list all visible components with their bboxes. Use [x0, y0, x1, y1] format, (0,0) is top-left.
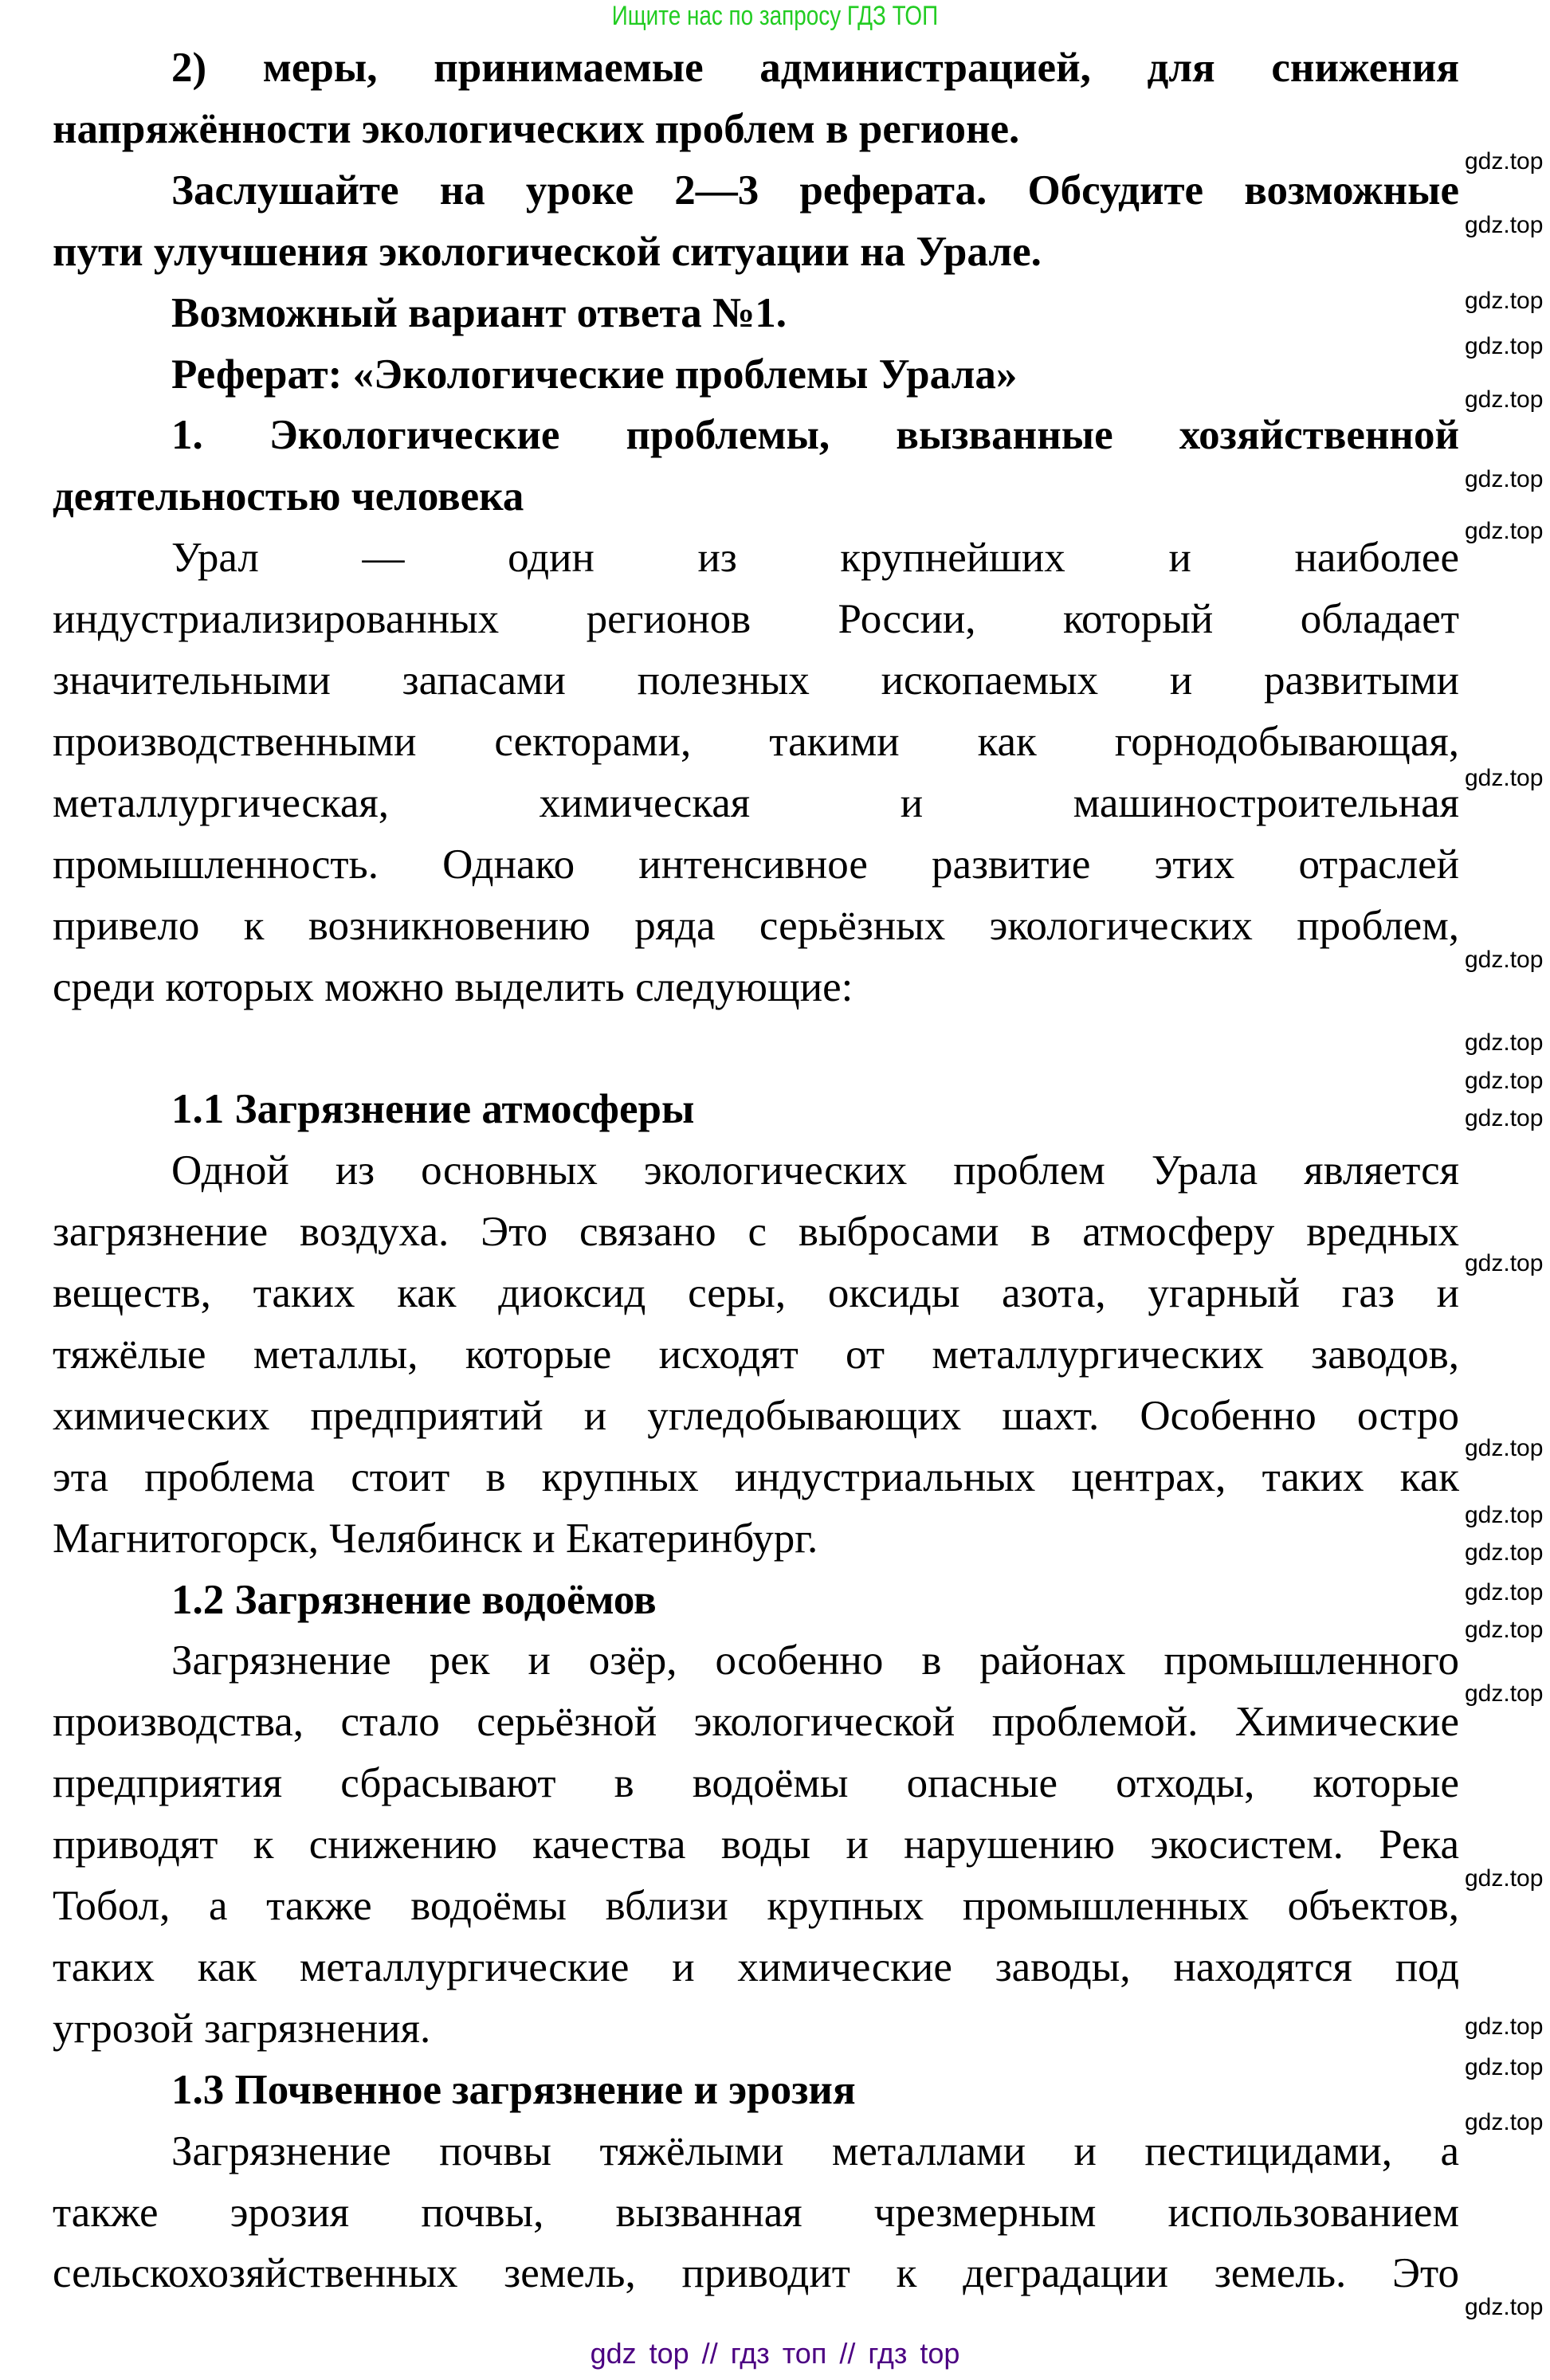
answer-heading: Возможный вариант ответа №1. — [171, 289, 787, 336]
gdz-watermark: gdz.top — [1465, 2054, 1544, 2080]
paragraph-line: Одной из основных экологических проблем Урала является — [171, 1147, 1459, 1194]
paragraph-line: индустриализированных регионов России, который обладает — [53, 596, 1459, 643]
paragraph-line: металлургическая, химическая и машиностроительная — [53, 779, 1459, 826]
task-item: 2) меры, принимаемые администрацией, для снижения — [171, 45, 1459, 91]
gdz-watermark: gdz.top — [1465, 466, 1544, 492]
paragraph-line: загрязнение воздуха. Это связано с выбросами в атмосферу вредных — [53, 1209, 1459, 1256]
paragraph-line: пути улучшения экологической ситуации на Урале. — [53, 228, 1042, 275]
gdz-watermark: gdz.top — [1465, 288, 1544, 314]
paragraph-line: веществ, таких как диоксид серы, оксиды азота, угарный газ и — [53, 1270, 1459, 1316]
subsection-heading: 1.3 Почвенное загрязнение и эрозия — [171, 2066, 856, 2113]
paragraph-line: производственными секторами, такими как горнодобывающая, — [53, 718, 1459, 765]
gdz-watermark: gdz.top — [1465, 386, 1544, 413]
paragraph-line: среди которых можно выделить следующие: — [53, 963, 853, 1010]
paragraph-line: Магнитогорск, Челябинск и Екатеринбург. — [53, 1515, 818, 1562]
gdz-watermark: gdz.top — [1465, 2013, 1544, 2040]
gdz-watermark: gdz.top — [1465, 1105, 1544, 1131]
paragraph-line: Загрязнение рек и озёр, особенно в районах промышленного — [171, 1637, 1459, 1684]
paragraph-line: предприятия сбрасывают в водоёмы опасные отходы, которые — [53, 1760, 1459, 1807]
gdz-watermark: gdz.top — [1465, 1865, 1544, 1892]
gdz-watermark: gdz.top — [1465, 1068, 1544, 1094]
subsection-heading: 1.1 Загрязнение атмосферы — [171, 1086, 695, 1133]
paragraph-line: тяжёлые металлы, которые исходят от металлургических заводов, — [53, 1331, 1459, 1378]
gdz-watermark: gdz.top — [1465, 947, 1544, 973]
paragraph-line: привело к возникновению ряда серьёзных экологических проблем, — [53, 902, 1459, 949]
paragraph-line: эта проблема стоит в крупных индустриальных центрах, таких как — [53, 1453, 1459, 1500]
gdz-watermark: gdz.top — [1465, 333, 1544, 359]
gdz-watermark: gdz.top — [1465, 1502, 1544, 1528]
gdz-watermark: gdz.top — [1465, 1617, 1544, 1643]
gdz-watermark: gdz.top — [1465, 148, 1544, 174]
paragraph-line: Тобол, а также водоёмы вблизи крупных промышленных объектов, — [53, 1883, 1459, 1929]
search-banner: Ищите нас по запросу ГДЗ ТОП — [611, 1, 939, 31]
gdz-watermark: gdz.top — [1465, 765, 1544, 791]
gdz-watermark: gdz.top — [1465, 2294, 1544, 2320]
paragraph-line: напряжённости экологических проблем в регионе. — [53, 105, 1020, 152]
gdz-watermark: gdz.top — [1465, 212, 1544, 238]
paragraph-line: химических предприятий и угледобывающих шахт. Особенно остро — [53, 1392, 1459, 1439]
footer-watermark: gdz top // гдз топ // гдз top — [590, 2337, 960, 2370]
paragraph-line: таких как металлургические и химические заводы, находятся под — [53, 1943, 1459, 1990]
paragraph-line: промышленность. Однако интенсивное развитие этих отраслей — [53, 841, 1459, 888]
essay-title: Реферат: «Экологические проблемы Урала» — [171, 351, 1018, 398]
section-heading: деятельностью человека — [53, 473, 524, 520]
gdz-watermark: gdz.top — [1465, 1579, 1544, 1606]
gdz-watermark: gdz.top — [1465, 2109, 1544, 2135]
gdz-watermark: gdz.top — [1465, 1029, 1544, 1056]
gdz-watermark: gdz.top — [1465, 1250, 1544, 1276]
paragraph-line: Загрязнение почвы тяжёлыми металлами и пестицидами, а — [171, 2127, 1459, 2174]
section-heading: 1. Экологические проблемы, вызванные хозяйственной — [171, 412, 1459, 459]
subsection-heading: 1.2 Загрязнение водоёмов — [171, 1576, 657, 1623]
paragraph-line: производства, стало серьёзной экологической проблемой. Химические — [53, 1699, 1459, 1746]
gdz-watermark: gdz.top — [1465, 1435, 1544, 1461]
paragraph-line: Урал — один из крупнейших и наиболее — [171, 535, 1459, 582]
paragraph-line: значительными запасами полезных ископаемых и развитыми — [53, 657, 1459, 704]
paragraph-line: приводят к снижению качества воды и нарушению экосистем. Река — [53, 1821, 1459, 1868]
task-instruction: Заслушайте на уроке 2—3 реферата. Обсудите возможные — [171, 167, 1459, 214]
gdz-watermark: gdz.top — [1465, 518, 1544, 544]
gdz-watermark: gdz.top — [1465, 1680, 1544, 1707]
paragraph-line: также эрозия почвы, вызванная чрезмерным использованием — [53, 2189, 1459, 2236]
paragraph-line: угрозой загрязнения. — [53, 2005, 431, 2052]
paragraph-line: сельскохозяйственных земель, приводит к деградации земель. Это — [53, 2250, 1459, 2297]
gdz-watermark: gdz.top — [1465, 1539, 1544, 1566]
